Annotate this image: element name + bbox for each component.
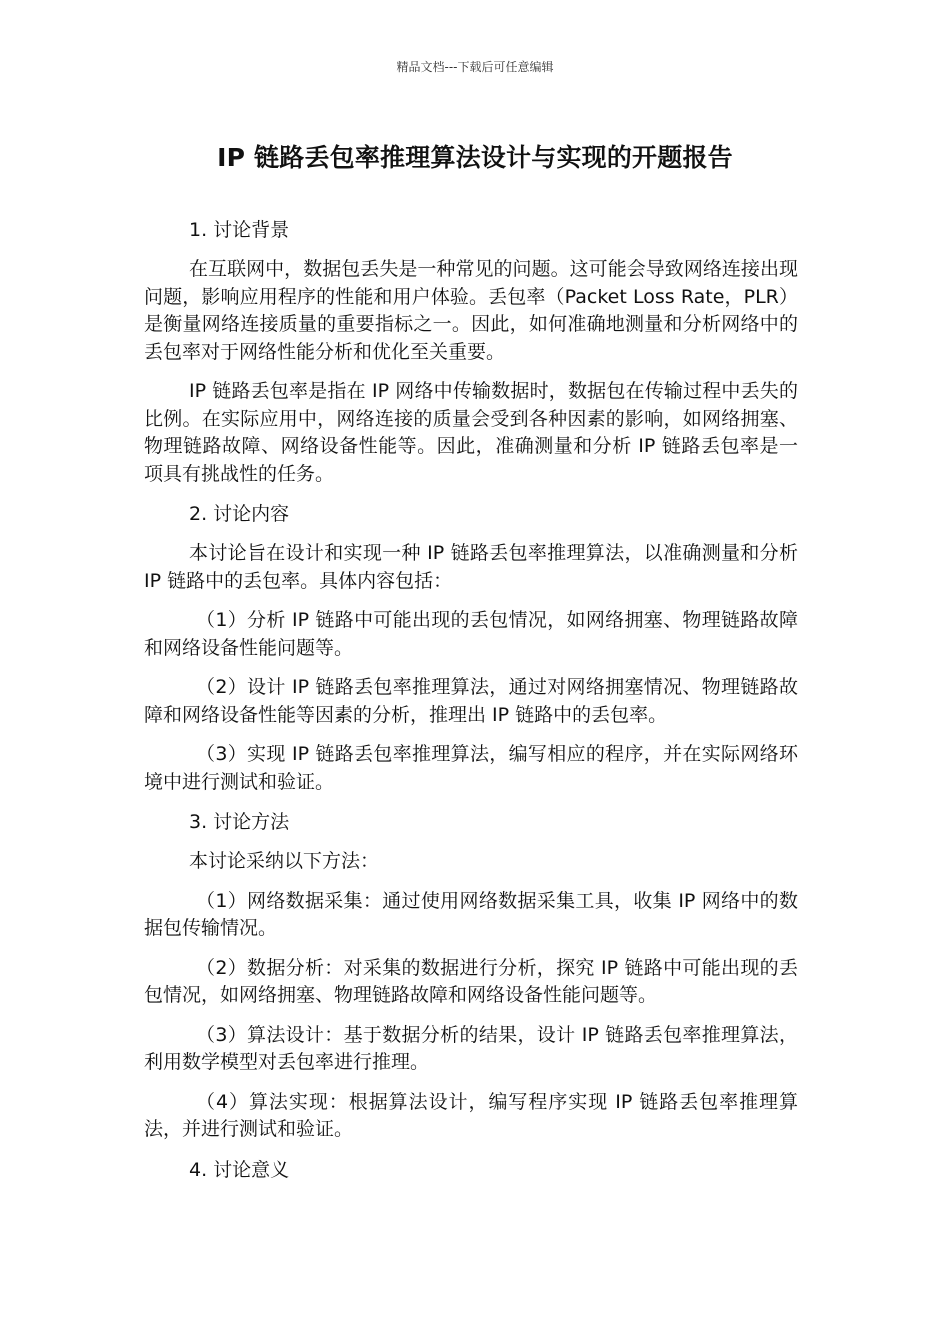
document-body — [144, 216, 798, 1196]
paragraph: 本讨论采纳以下方法： — [189, 850, 380, 872]
document-title: IP 链路丢包率推理算法设计与实现的开题报告 — [217, 143, 733, 172]
paragraph: IP 链路丢包率是指在 IP 网络中传输数据时，数据包在传输过程中丢失的比例。在实际应用中，网络连接的质量会受到各种因素的影响，如网络拥塞、物理链路故障、网络设备性能等。因此，准确测量和分析 IP 链路丢包率是一项具有挑战性的任务。 — [144, 380, 798, 485]
list-item: （3）实现 IP 链路丢包率推理算法，编写相应的程序，并在实际网络环境中进行测试和验证。 — [144, 743, 798, 793]
list-item: （1）分析 IP 链路中可能出现的丢包情况，如网络拥塞、物理链路故障和网络设备性能问题等。 — [144, 609, 798, 659]
paragraph: 本讨论旨在设计和实现一种 IP 链路丢包率推理算法，以准确测量和分析 IP 链路中的丢包率。具体内容包括： — [144, 542, 798, 592]
header-note: 精品文档---下载后可任意编辑 — [396, 60, 554, 74]
list-item: （2）数据分析：对采集的数据进行分析，探究 IP 链路中可能出现的丢包情况，如网络拥塞、物理链路故障和网络设备性能问题等。 — [144, 956, 798, 1006]
list-item: （4）算法实现：根据算法设计，编写程序实现 IP 链路丢包率推理算法，并进行测试和验证。 — [144, 1090, 798, 1140]
list-item: （1）网络数据采集：通过使用网络数据采集工具，收集 IP 网络中的数据包传输情况。 — [144, 889, 798, 939]
list-item: （2）设计 IP 链路丢包率推理算法，通过对网络拥塞情况、物理链路故障和网络设备性能等因素的分析，推理出 IP 链路中的丢包率。 — [144, 676, 798, 726]
section-heading-method: 3. 讨论方法 — [189, 811, 290, 833]
section-heading-content: 2. 讨论内容 — [189, 503, 290, 525]
section-heading-background: 1. 讨论背景 — [189, 219, 290, 241]
section-heading-significance: 4. 讨论意义 — [189, 1158, 290, 1181]
paragraph: 在互联网中，数据包丢失是一种常见的问题。这可能会导致网络连接出现问题，影响应用程序的性能和用户体验。丢包率（Packet Loss Rate，PLR）是衡量网络连接质量的重要指标之一。因此，如何准确地测量和分析网络中的丢包率对于网络性能分析和优化至关重要。 — [144, 258, 798, 363]
list-item: （3）算法设计：基于数据分析的结果，设计 IP 链路丢包率推理算法，利用数学模型对丢包率进行推理。 — [144, 1023, 798, 1073]
